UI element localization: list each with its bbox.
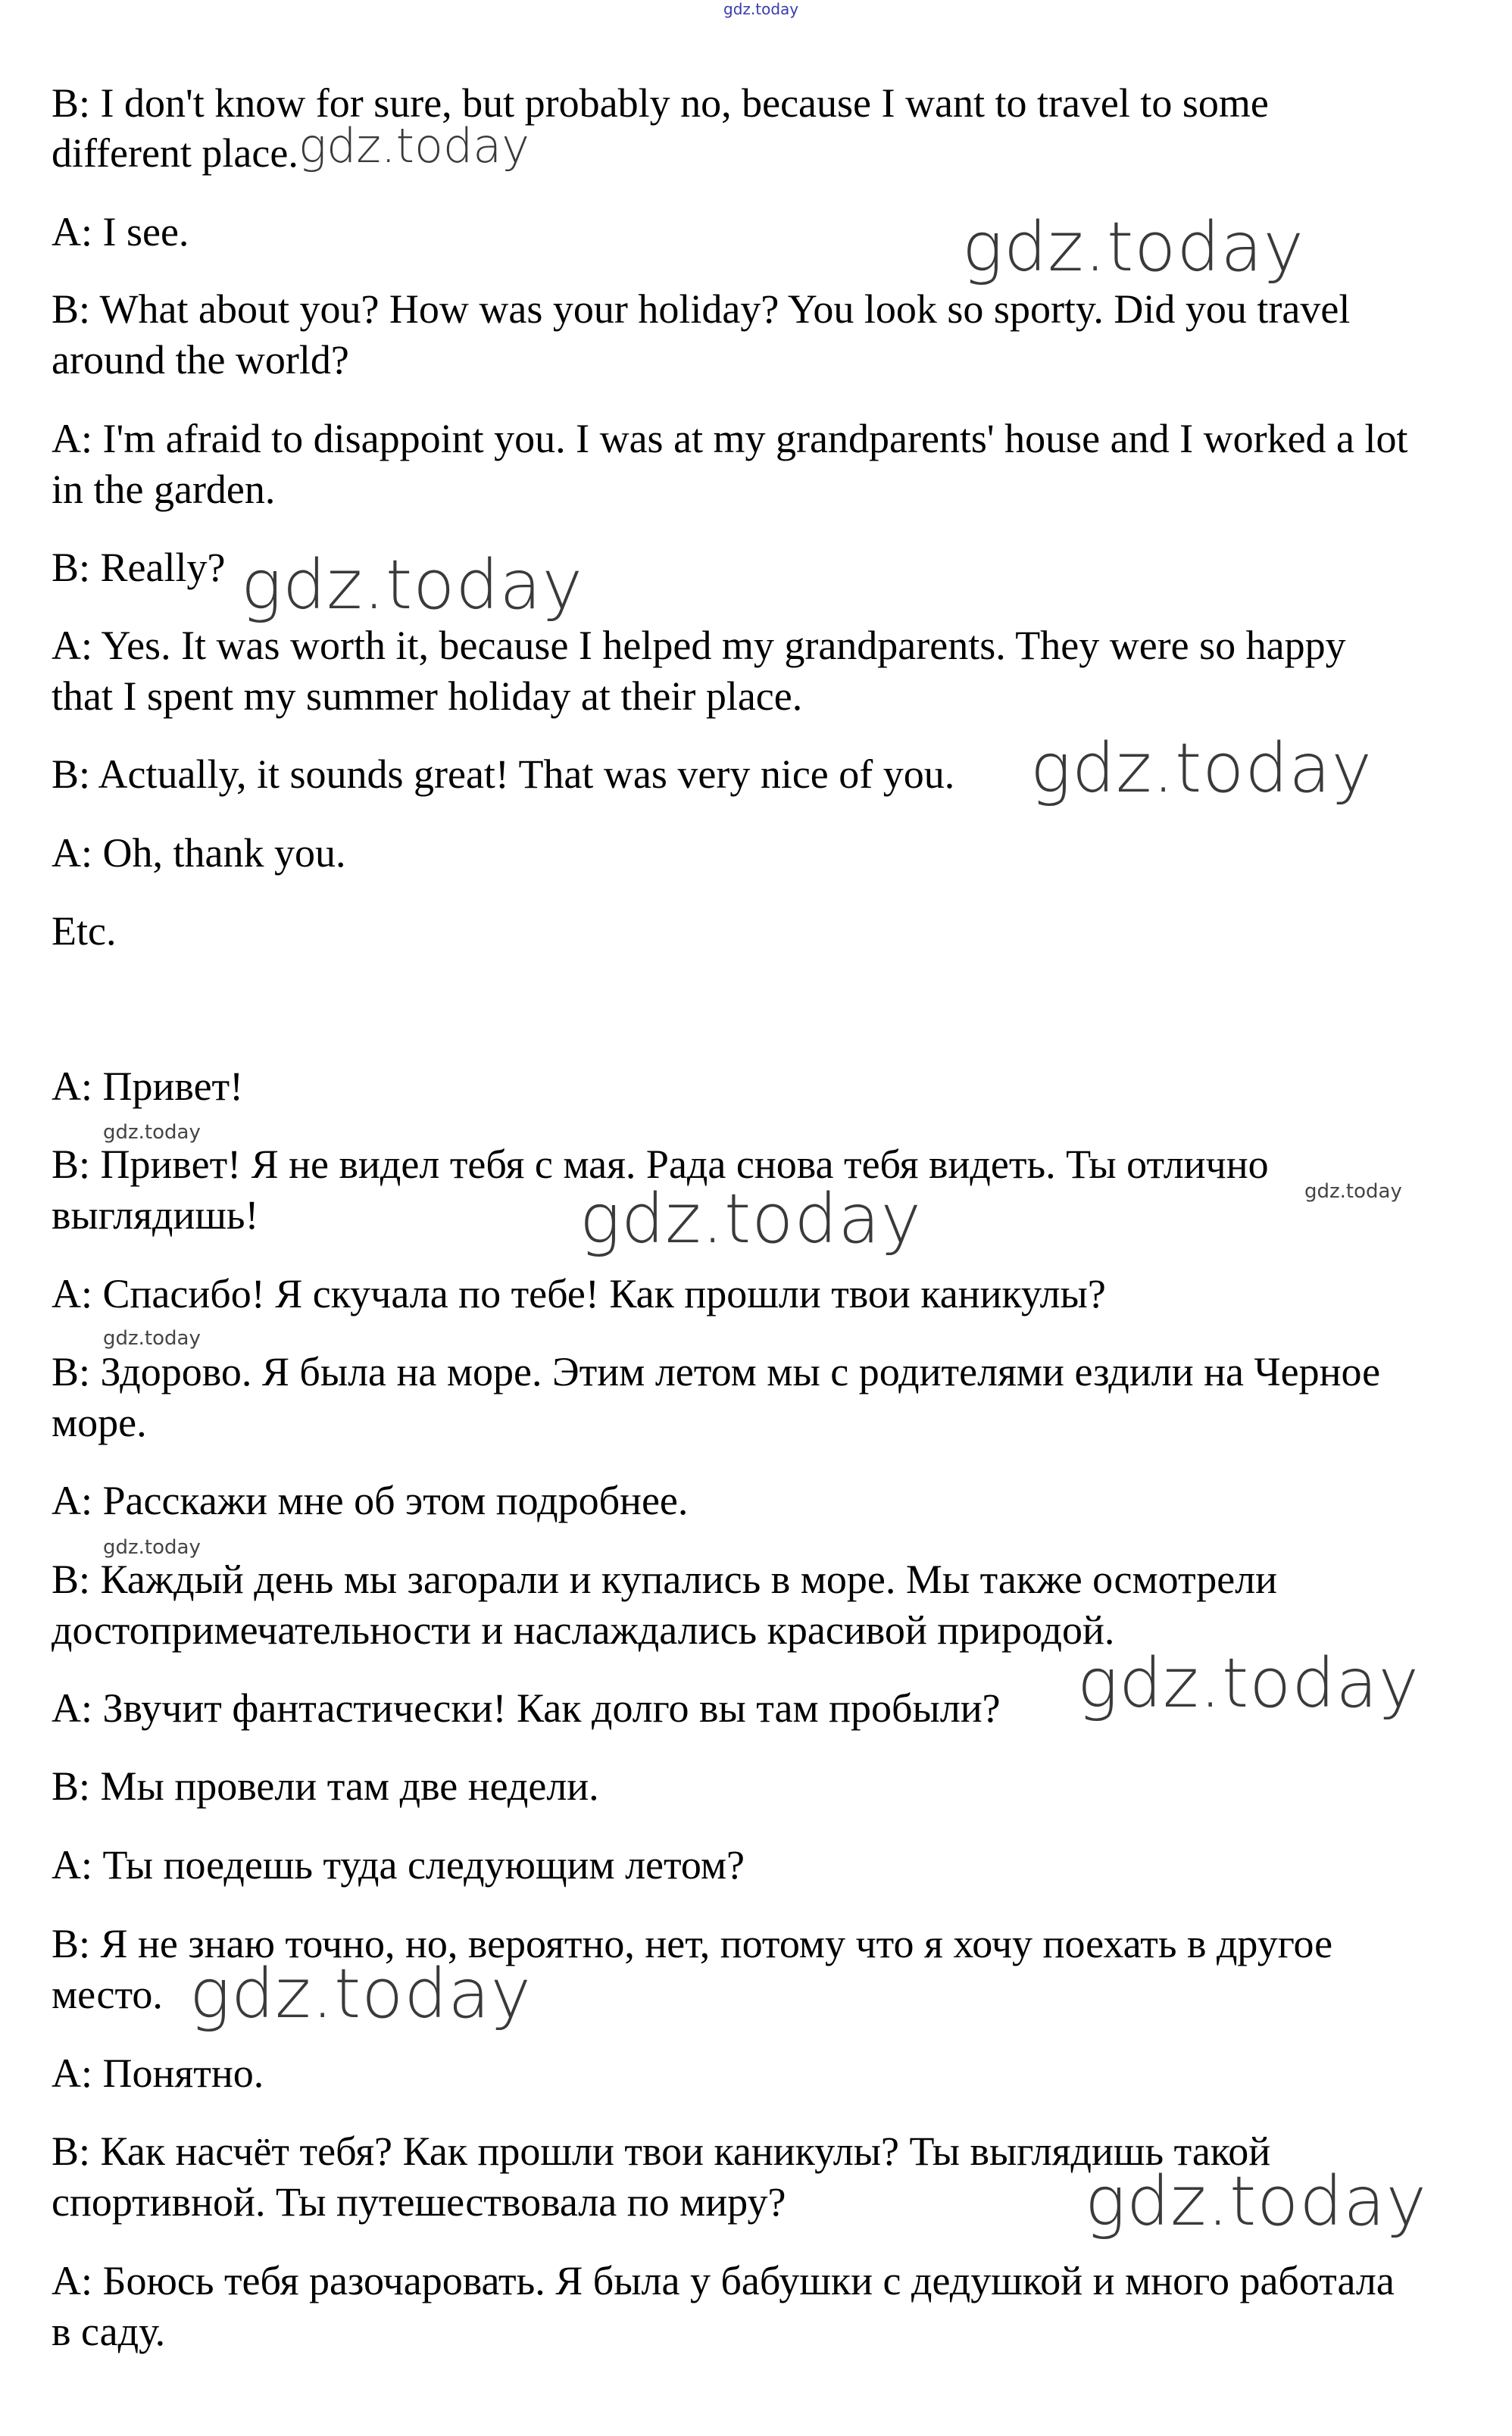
dialogue-line: A: I see. xyxy=(52,209,189,255)
dialogue-line: different place.gdz.today xyxy=(52,118,530,176)
dialogue-line: A: Понятно. xyxy=(52,2050,264,2096)
watermark: gdz.today xyxy=(103,1327,201,1350)
watermark: gdz.today xyxy=(579,1179,922,1259)
dialogue-line: B: Мы провели там две недели. xyxy=(52,1763,599,1809)
dialogue-line: A: Спасибо! Я скучала по тебе! Как прошли твои каникулы? xyxy=(52,1271,1106,1316)
dialogue-line: that I spent my summer holiday at their place. xyxy=(52,673,803,719)
dialogue-line: море. xyxy=(52,1400,147,1445)
dialogue-line: Etc. xyxy=(52,908,117,954)
watermark: gdz.today xyxy=(1085,2162,1427,2241)
dialogue-line: A: I'm afraid to disappoint you. I was at my grandparents' house and I worked a lot xyxy=(52,416,1408,461)
watermark: gdz.today xyxy=(1304,1180,1402,1203)
dialogue-line: A: Звучит фантастически! Как долго вы там пробыли? xyxy=(52,1685,1001,1731)
watermark: gdz.today xyxy=(103,1536,201,1559)
dialogue-line: A: Боюсь тебя разочаровать. Я была у бабушки с дедушкой и много работала xyxy=(52,2258,1395,2303)
watermark: gdz.today xyxy=(1077,1644,1420,1723)
dialogue-line: B: Как насчёт тебя? Как прошли твои каникулы? Ты выглядишь такой xyxy=(52,2128,1271,2174)
watermark: gdz.today xyxy=(298,118,530,173)
watermark: gdz.today xyxy=(1030,729,1373,808)
watermark: gdz.today xyxy=(189,1954,532,2034)
dialogue-line: A: Oh, thank you. xyxy=(52,830,346,876)
dialogue-line: в саду. xyxy=(52,2309,166,2354)
dialogue-line: B: Привет! Я не видел тебя с мая. Рада снова тебя видеть. Ты отлично xyxy=(52,1141,1269,1187)
dialogue-line: достопримечательности и наслаждались красивой природой. xyxy=(52,1607,1115,1653)
dialogue-line: B: What about you? How was your holiday? You look so sporty. Did you travel xyxy=(52,286,1351,332)
dialogue-line: A: Расскажи мне об этом подробнее. xyxy=(52,1478,689,1523)
dialogue-line: B: Я не знаю точно, но, вероятно, нет, потому что я хочу поехать в другое xyxy=(52,1921,1333,1966)
dialogue-line: B: Actually, it sounds great! That was very nice of you. xyxy=(52,751,955,797)
dialogue-line: выглядишь! xyxy=(52,1192,259,1238)
dialogue-line: B: Здорово. Я была на море. Этим летом мы с родителями ездили на Черное xyxy=(52,1349,1381,1394)
watermark: gdz.today xyxy=(241,545,583,625)
dialogue-line: in the garden. xyxy=(52,467,276,512)
dialogue-line: B: Каждый день мы загорали и купались в море. Мы также осмотрели xyxy=(52,1557,1278,1602)
watermark: gdz.today xyxy=(962,208,1304,287)
dialogue-line: A: Ты поедешь туда следующим летом? xyxy=(52,1842,745,1888)
watermark: gdz.today xyxy=(103,1121,201,1144)
dialogue-line: A: Привет! xyxy=(52,1063,244,1109)
dialogue-line: спортивной. Ты путешествовала по миру? xyxy=(52,2179,786,2225)
dialogue-line: место. xyxy=(52,1972,163,2017)
dialogue-line: around the world? xyxy=(52,337,349,383)
dialogue-line: A: Yes. It was worth it, because I helped my grandparents. They were so happy xyxy=(52,623,1346,668)
dialogue-line: B: Really? xyxy=(52,545,226,590)
watermark-top: gdz.today xyxy=(723,0,799,18)
dialogue-line: B: I don't know for sure, but probably no, because I want to travel to some xyxy=(52,80,1269,126)
